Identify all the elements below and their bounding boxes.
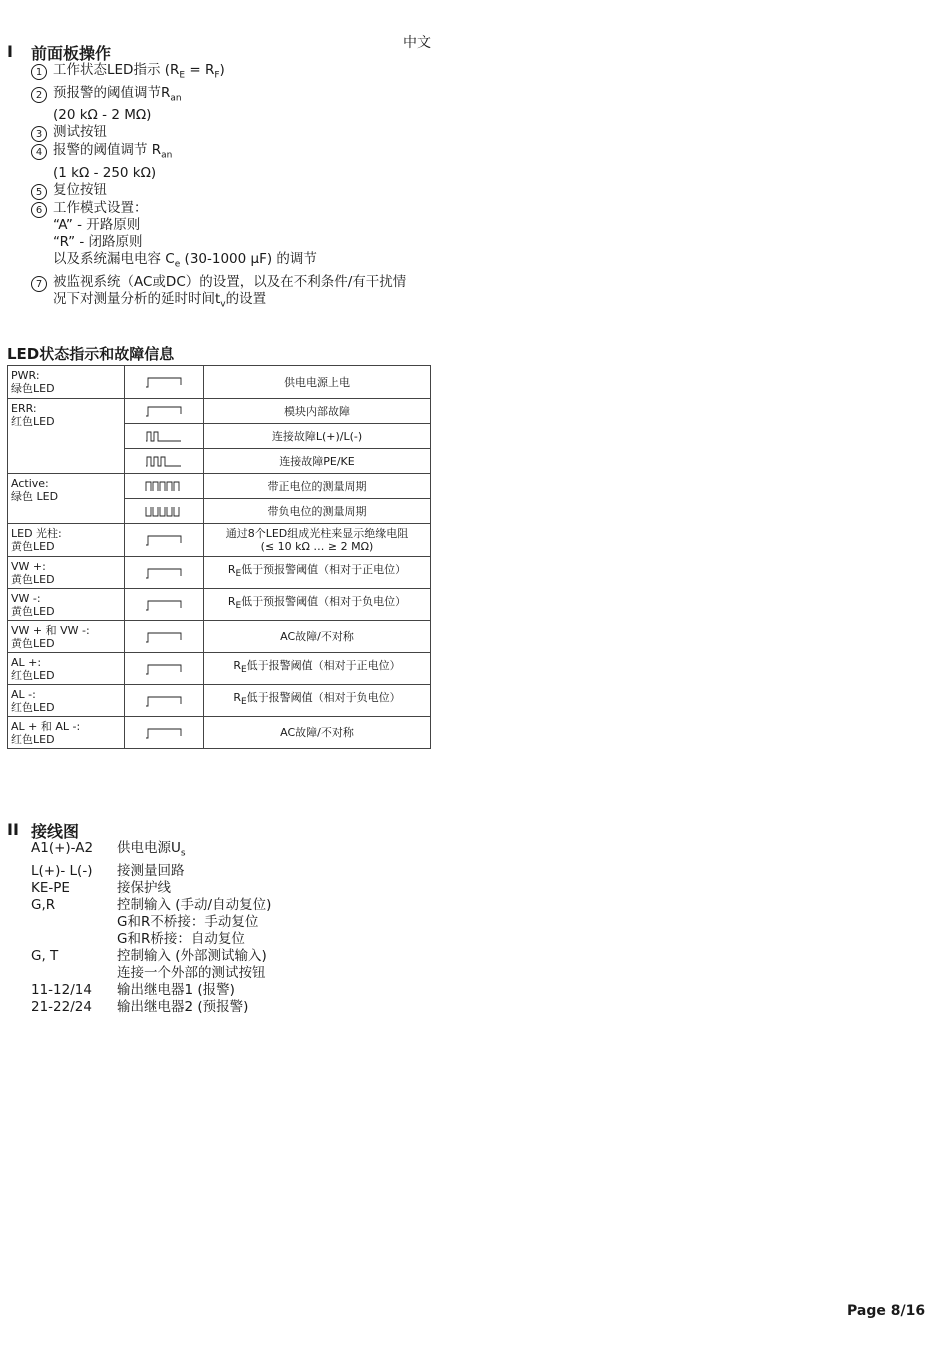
led-table-row: [8, 557, 431, 589]
wiring-row: [31, 863, 271, 880]
led-description-cell: [204, 499, 431, 524]
item-number-circle: 3: [31, 126, 47, 142]
terminal-description: 连接一个外部的测试按钮: [117, 964, 266, 981]
led-label-text: 绿色 LED: [11, 490, 59, 503]
led-description-cell: [204, 685, 431, 717]
front-panel-item: [31, 62, 406, 85]
front-panel-item: [31, 124, 406, 142]
led-description-text: 连接故障PE/KE: [279, 454, 355, 468]
item-number-circle: 5: [31, 184, 47, 200]
led-description-cell: [204, 449, 431, 474]
led-signal-cell: [125, 685, 204, 717]
led-description-text: 通过8个LED组成光柱来显示绝缘电阻: [225, 527, 409, 540]
front-panel-item: [31, 142, 406, 182]
led-description-text: (≤ 10 kΩ … ≥ 2 MΩ): [260, 540, 374, 553]
led-section-title: LED状态指示和故障信息: [7, 345, 175, 363]
led-description-text: 模块内部故障: [284, 404, 350, 418]
led-table-row: [8, 524, 431, 557]
led-description-text: 供电电源上电: [284, 375, 350, 389]
led-table-row: [8, 653, 431, 685]
led-signal-icon: [144, 455, 184, 467]
led-signal-cell: [125, 399, 204, 424]
section2-number: II: [7, 820, 19, 839]
section2-title: 接线图: [31, 822, 80, 841]
section1-number: I: [7, 42, 13, 61]
terminal-label: [31, 931, 117, 948]
terminal-description: 输出继电器2 (预报警): [117, 998, 249, 1015]
item-number-circle: 7: [31, 276, 47, 292]
wiring-row: [31, 914, 271, 931]
terminal-description: 接测量回路: [117, 862, 185, 879]
led-label-text: 黄色LED: [11, 573, 55, 586]
wiring-row: [31, 840, 271, 863]
led-label-text: 黄色LED: [11, 605, 55, 618]
led-signal-icon: [144, 567, 184, 579]
led-description-text: AC故障/不对称: [280, 630, 354, 643]
led-label-cell: [8, 685, 125, 717]
led-signal-cell: [125, 621, 204, 653]
item-text: 以及系统漏电电容 $C_e$ (30-1000 µF) 的调节: [53, 251, 317, 270]
led-signal-cell: [125, 499, 204, 524]
item-text: 况下对测量分析的延时时间$t_v$的设置: [53, 290, 267, 310]
item-text: (20 kΩ - 2 MΩ): [53, 107, 152, 124]
led-label-text: AL + 和 AL -:: [11, 720, 81, 733]
item-text: 复位按钮: [53, 182, 107, 199]
led-label-text: 绿色LED: [11, 382, 55, 395]
wiring-row: [31, 965, 271, 982]
terminal-label: L(+)- L(-): [31, 862, 93, 879]
led-description-text: AC故障/不对称: [280, 726, 354, 739]
item-number-circle: 6: [31, 202, 47, 218]
item-number-circle: 2: [31, 87, 47, 103]
led-label-cell: [8, 557, 125, 589]
led-signal-icon: [144, 480, 184, 492]
terminal-label: G, T: [31, 947, 59, 964]
led-description-text: 带正电位的测量周期: [267, 479, 367, 493]
front-panel-list: [31, 62, 406, 313]
led-label-text: LED 光柱:: [11, 527, 62, 540]
led-description-cell: [204, 474, 431, 499]
item-text: 工作状态LED指示 $(R_E = R_F)$: [53, 62, 225, 81]
led-table-row: [8, 589, 431, 621]
item-text: “R” - 闭路原则: [53, 234, 143, 251]
led-signal-icon: [144, 695, 184, 707]
item-text: 被监视系统（AC或DC）的设置，以及在不利条件/有干扰情: [53, 273, 407, 290]
led-label-text: 红色LED: [11, 669, 55, 682]
led-label-text: AL -:: [11, 688, 36, 701]
led-label-text: VW -:: [11, 592, 41, 605]
led-label-text: Active:: [11, 477, 49, 490]
led-label-text: ERR:: [11, 402, 37, 415]
item-text: 报警的阈值调节 $R_{an}$: [53, 142, 173, 162]
led-signal-icon: [144, 430, 184, 442]
wiring-row: [31, 880, 271, 897]
led-description-text: 带负电位的测量周期: [267, 504, 367, 518]
led-description-cell: [204, 524, 431, 557]
item-number-circle: 4: [31, 144, 47, 160]
front-panel-item: [31, 182, 406, 200]
led-description-cell: [204, 366, 431, 399]
led-table-row: [8, 366, 431, 399]
led-table-row: [8, 685, 431, 717]
terminal-label: G,R: [31, 896, 56, 913]
led-label-text: PWR:: [11, 369, 40, 382]
led-description-text: $R_E$低于报警阈值（相对于正电位）: [233, 659, 401, 676]
led-description-text: 连接故障L(+)/L(-): [271, 429, 363, 443]
item-number-circle: 1: [31, 64, 47, 80]
led-description-cell: [204, 653, 431, 685]
led-signal-cell: [125, 589, 204, 621]
led-signal-icon: [144, 534, 184, 546]
terminal-description: 控制输入 (手动/自动复位): [117, 896, 272, 913]
led-description-cell: [204, 557, 431, 589]
wiring-row: [31, 897, 271, 914]
terminal-description: 接保护线: [117, 879, 171, 896]
item-text: 测试按钮: [53, 124, 107, 141]
terminal-description: 控制输入 (外部测试输入): [117, 947, 267, 964]
led-signal-icon: [144, 405, 184, 417]
led-label-text: 黄色LED: [11, 637, 55, 650]
item-text: 预报警的阈值调节$R_{an}$: [53, 84, 182, 104]
terminal-label: A1(+)-A2: [31, 840, 94, 856]
wiring-row: [31, 948, 271, 965]
led-signal-cell: [125, 524, 204, 557]
led-table-row: [8, 474, 431, 499]
led-label-text: AL +:: [11, 656, 42, 669]
led-description-text: $R_E$低于报警阈值（相对于负电位）: [233, 691, 401, 708]
led-description-cell: [204, 424, 431, 449]
led-status-table: [7, 365, 431, 749]
led-description-cell: [204, 621, 431, 653]
led-label-text: 红色LED: [11, 415, 55, 428]
led-signal-icon: [144, 599, 184, 611]
led-description-cell: [204, 589, 431, 621]
wiring-row: [31, 931, 271, 948]
led-signal-cell: [125, 557, 204, 589]
front-panel-item: [31, 200, 406, 274]
terminal-label: 21-22/24: [31, 998, 92, 1015]
led-label-cell: [8, 399, 125, 474]
led-label-cell: [8, 621, 125, 653]
led-table-row: [8, 717, 431, 749]
led-label-cell: [8, 653, 125, 685]
led-label-cell: [8, 589, 125, 621]
led-table-row: [8, 621, 431, 653]
page-number: Page 8/16: [847, 1303, 926, 1319]
terminal-description: 输出继电器1 (报警): [117, 981, 235, 998]
terminal-label: [31, 965, 117, 982]
led-signal-cell: [125, 366, 204, 399]
terminal-description: G和R桥接：自动复位: [117, 930, 245, 947]
led-table-row: [8, 399, 431, 424]
led-label-text: VW + 和 VW -:: [11, 624, 90, 637]
led-label-cell: [8, 474, 125, 524]
wiring-list: [31, 840, 271, 1016]
section1-title: 前面板操作: [31, 44, 112, 63]
led-signal-icon: [144, 505, 184, 517]
wiring-row: [31, 999, 271, 1016]
led-label-text: 红色LED: [11, 701, 55, 714]
led-label-text: VW +:: [11, 560, 46, 573]
led-signal-cell: [125, 449, 204, 474]
led-signal-icon: [144, 376, 184, 388]
terminal-label: [31, 914, 117, 931]
led-signal-icon: [144, 663, 184, 675]
led-label-text: 红色LED: [11, 733, 55, 746]
item-text: (1 kΩ - 250 kΩ): [53, 165, 157, 182]
front-panel-item: [31, 85, 406, 125]
led-signal-icon: [144, 631, 184, 643]
led-signal-cell: [125, 653, 204, 685]
led-label-cell: [8, 524, 125, 557]
language-label: 中文: [403, 35, 431, 51]
item-text: 工作模式设置：: [53, 200, 148, 217]
led-description-cell: [204, 399, 431, 424]
led-signal-icon: [144, 727, 184, 739]
led-label-cell: [8, 366, 125, 399]
led-signal-cell: [125, 717, 204, 749]
terminal-description: 供电电源$U_s$: [117, 840, 186, 859]
led-signal-cell: [125, 424, 204, 449]
terminal-label: 11-12/14: [31, 981, 92, 998]
led-label-text: 黄色LED: [11, 540, 55, 553]
terminal-description: G和R不桥接：手动复位: [117, 913, 259, 930]
led-signal-cell: [125, 474, 204, 499]
led-label-cell: [8, 717, 125, 749]
wiring-row: [31, 982, 271, 999]
item-text: “A” - 开路原则: [53, 217, 141, 234]
led-description-cell: [204, 717, 431, 749]
terminal-label: KE-PE: [31, 879, 70, 896]
led-description-text: $R_E$低于预报警阈值（相对于正电位）: [227, 563, 407, 580]
led-description-text: $R_E$低于预报警阈值（相对于负电位）: [227, 595, 407, 612]
front-panel-item: [31, 274, 406, 314]
